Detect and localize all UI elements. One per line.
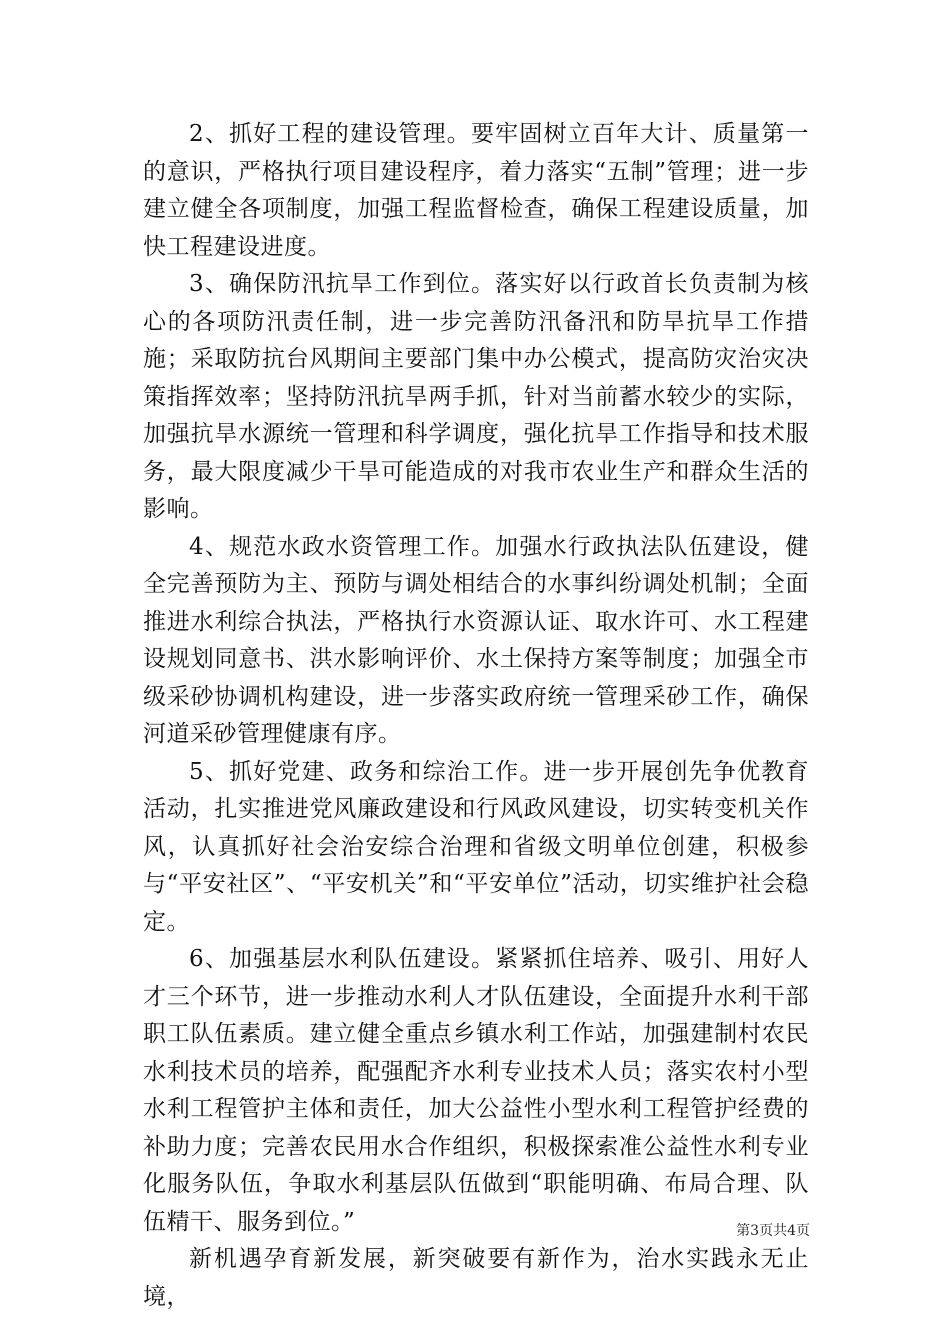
paragraph-item-4: 4、规范水政水资管理工作。加强水行政执法队伍建设，健全完善预防为主、预防与调处相结合的水事纠纷调处机制；全面推进水利综合执法，严格执行水资源认证、取水许可、水工程建设规划同意书、洪水影响评价、水土保持方案等制度；加强全市级采砂协调机构建设，进一步落实政府统一管理采砂工作，确保河道采砂管理健康有序。 <box>143 533 809 747</box>
page-number-footer: 第3页共4页 <box>736 1223 810 1239</box>
document-body <box>143 116 809 1316</box>
paragraph-item-6: 6、加强基层水利队伍建设。紧紧抓住培养、吸引、用好人才三个环节，进一步推动水利人才队伍建设，全面提升水利干部职工队伍素质。建立健全重点乡镇水利工作站，加强建制村农民水利技术员的培养，配强配齐水利专业技术人员；落实农村小型水利工程管护主体和责任，加大公益性小型水利工程管护经费的补助力度；完善农民用水合作组织，积极探索准公益性水利专业化服务队伍，争取水利基层队伍做到“职能明确、布局合理、队伍精干、服务到位。” <box>143 946 809 1235</box>
paragraph-item-3: 3、确保防汛抗旱工作到位。落实好以行政首长负责制为核心的各项防汛责任制，进一步完善防汛备汛和防旱抗旱工作措施；采取防抗台风期间主要部门集中办公模式，提高防灾治灾决策指挥效率；坚持防汛抗旱两手抓，针对当前蓄水较少的实际，加强抗旱水源统一管理和科学调度，强化抗旱工作指导和技术服务，最大限度减少干旱可能造成的对我市农业生产和群众生活的影响。 <box>143 271 809 522</box>
paragraph-item-5: 5、抓好党建、政务和综治工作。进一步开展创先争优教育活动，扎实推进党风廉政建设和行风政风建设，切实转变机关作风，认真抓好社会治安综合治理和省级文明单位创建，积极参与“平安社区”、“平安机关”和“平安单位”活动，切实维护社会稳定。 <box>143 758 809 935</box>
paragraph-item-2: 2、抓好工程的建设管理。要牢固树立百年大计、质量第一的意识，严格执行项目建设程序，着力落实“五制”管理；进一步建立健全各项制度，加强工程监督检查，确保工程建设质量，加快工程建设进度。 <box>143 121 809 260</box>
paragraph-closing: 新机遇孕育新发展，新突破要有新作为，治水实践永无止境， <box>143 1246 809 1310</box>
